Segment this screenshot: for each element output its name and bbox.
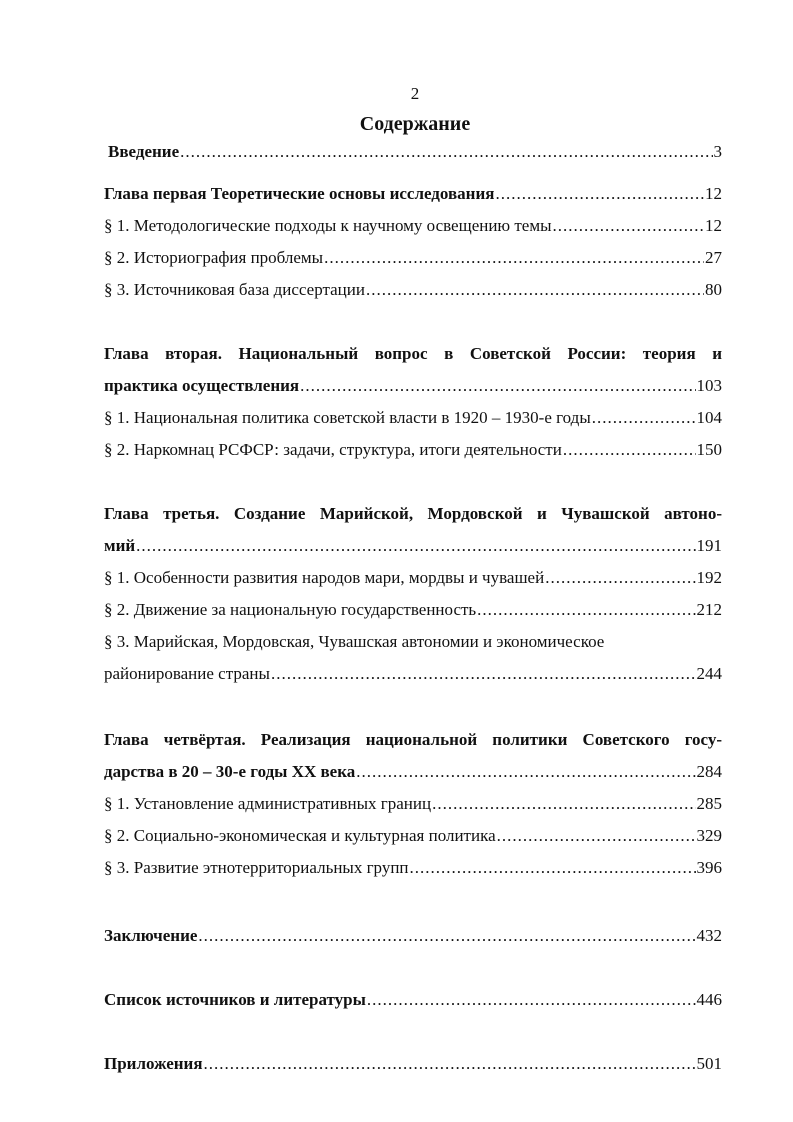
toc-entry-chapter-3-section-3[interactable]: [104, 661, 722, 687]
toc-entry-page: 27: [705, 248, 722, 267]
toc-leader-dots: [432, 791, 695, 817]
toc-entry-page: 192: [696, 568, 722, 587]
toc-leader-dots: [592, 405, 696, 431]
toc-entry-label: Глава первая Теоретические основы исследования: [104, 184, 495, 203]
toc-leader-dots: [356, 759, 695, 785]
toc-entry-page: 191: [696, 536, 722, 555]
toc-entry-label: § 3. Развитие этнотерриториальных групп: [104, 858, 409, 877]
toc-entry-chapter-1[interactable]: [104, 181, 722, 207]
toc-leader-dots: [545, 565, 695, 591]
toc-entry-chapter-3-section-2[interactable]: [104, 597, 722, 623]
toc-entry-page: 150: [696, 440, 722, 459]
toc-leader-dots: [204, 1051, 696, 1077]
toc-title: Содержание: [359, 113, 471, 135]
toc-leader-dots: [497, 823, 696, 849]
toc-leader-dots: [198, 923, 695, 949]
toc-leader-dots: [553, 213, 704, 239]
toc-chapter-4-heading-line-1[interactable]: Глава четвёртая. Реализация национальной политики Советского госу-: [104, 730, 722, 749]
page-number: 2: [410, 84, 420, 103]
toc-entry-label: Список источников и литературы: [104, 990, 366, 1009]
toc-entry-chapter-3[interactable]: [104, 533, 722, 559]
toc-entry-page: 446: [696, 990, 722, 1009]
toc-entry-page: 103: [696, 376, 722, 395]
toc-entry-chapter-1-section-3[interactable]: [104, 277, 722, 303]
toc-leader-dots: [136, 533, 695, 559]
toc-entry-label: Приложения: [104, 1054, 203, 1073]
toc-leader-dots: [477, 597, 695, 623]
toc-leader-dots: [271, 661, 696, 687]
toc-entry-chapter-2-section-1[interactable]: [104, 405, 722, 431]
toc-entry-chapter-4-section-1[interactable]: [104, 791, 722, 817]
toc-entry-introduction[interactable]: [108, 139, 722, 165]
toc-entry-chapter-4-section-3[interactable]: [104, 855, 722, 881]
toc-entry-label: § 2. Социально-экономическая и культурная политика: [104, 826, 496, 845]
toc-entry-appendix[interactable]: [104, 1051, 722, 1077]
toc-entry-label: § 1. Методологические подходы к научному освещению темы: [104, 216, 552, 235]
toc-entry-label: § 3. Источниковая база диссертации: [104, 280, 365, 299]
toc-entry-chapter-4-section-2[interactable]: [104, 823, 722, 849]
toc-entry-conclusion[interactable]: [104, 923, 722, 949]
toc-entry-label: Введение: [108, 142, 180, 161]
toc-entry-page: 80: [705, 280, 722, 299]
toc-entry-page: 285: [696, 794, 722, 813]
toc-leader-dots: [410, 855, 696, 881]
toc-entry-chapter-3-section-1[interactable]: [104, 565, 722, 591]
toc-entry-sources[interactable]: [104, 987, 722, 1013]
toc-leader-dots: [495, 181, 704, 207]
toc-leader-dots: [300, 373, 695, 399]
toc-leader-dots: [367, 987, 696, 1013]
toc-entry-label: мий: [104, 536, 136, 555]
toc-leader-dots: [324, 245, 704, 271]
toc-entry-page: 501: [696, 1054, 722, 1073]
toc-entry-page: 12: [705, 216, 722, 235]
toc-entry-page: 104: [696, 408, 722, 427]
toc-entry-label: § 1. Установление административных границ: [104, 794, 432, 813]
toc-entry-label: § 1. Особенности развития народов мари, мордвы и чувашей: [104, 568, 545, 587]
toc-entry-chapter-4[interactable]: [104, 759, 722, 785]
toc-entry-chapter-2-section-2[interactable]: [104, 437, 722, 463]
toc-entry-page: 432: [696, 926, 722, 945]
toc-entry-page: 396: [696, 858, 722, 877]
toc-entry-label: § 2. Наркомнац РСФСР: задачи, структура, итоги деятельности: [104, 440, 562, 459]
toc-entry-page: 12: [705, 184, 722, 203]
toc-leader-dots: [180, 139, 712, 165]
toc-entry-label: практика осуществления: [104, 376, 300, 395]
toc-chapter-3-section-3-line-1[interactable]: § 3. Марийская, Мордовская, Чувашская автономии и экономическое: [104, 632, 605, 651]
toc-entry-chapter-1-section-2[interactable]: [104, 245, 722, 271]
toc-entry-label: § 2. Движение за национальную государственность: [104, 600, 477, 619]
toc-entry-label: Заключение: [104, 926, 198, 945]
toc-entry-label: районирование страны: [104, 664, 270, 683]
toc-leader-dots: [563, 437, 696, 463]
toc-entry-page: 284: [696, 762, 722, 781]
toc-entry-page: 212: [696, 600, 722, 619]
toc-entry-page: 244: [696, 664, 722, 683]
toc-chapter-2-heading-line-1[interactable]: Глава вторая. Национальный вопрос в Советской России: теория и: [104, 344, 722, 363]
toc-chapter-3-heading-line-1[interactable]: Глава третья. Создание Марийской, Мордовской и Чувашской автоно-: [104, 504, 722, 523]
toc-entry-page: 329: [696, 826, 722, 845]
toc-entry-chapter-2[interactable]: [104, 373, 722, 399]
toc-entry-chapter-1-section-1[interactable]: [104, 213, 722, 239]
toc-entry-label: дарства в 20 – 30-е годы XX века: [104, 762, 356, 781]
toc-entry-page: 3: [713, 142, 722, 161]
toc-entry-label: § 1. Национальная политика советской власти в 1920 – 1930-е годы: [104, 408, 591, 427]
toc-entry-label: § 2. Историография проблемы: [104, 248, 324, 267]
toc-leader-dots: [366, 277, 704, 303]
